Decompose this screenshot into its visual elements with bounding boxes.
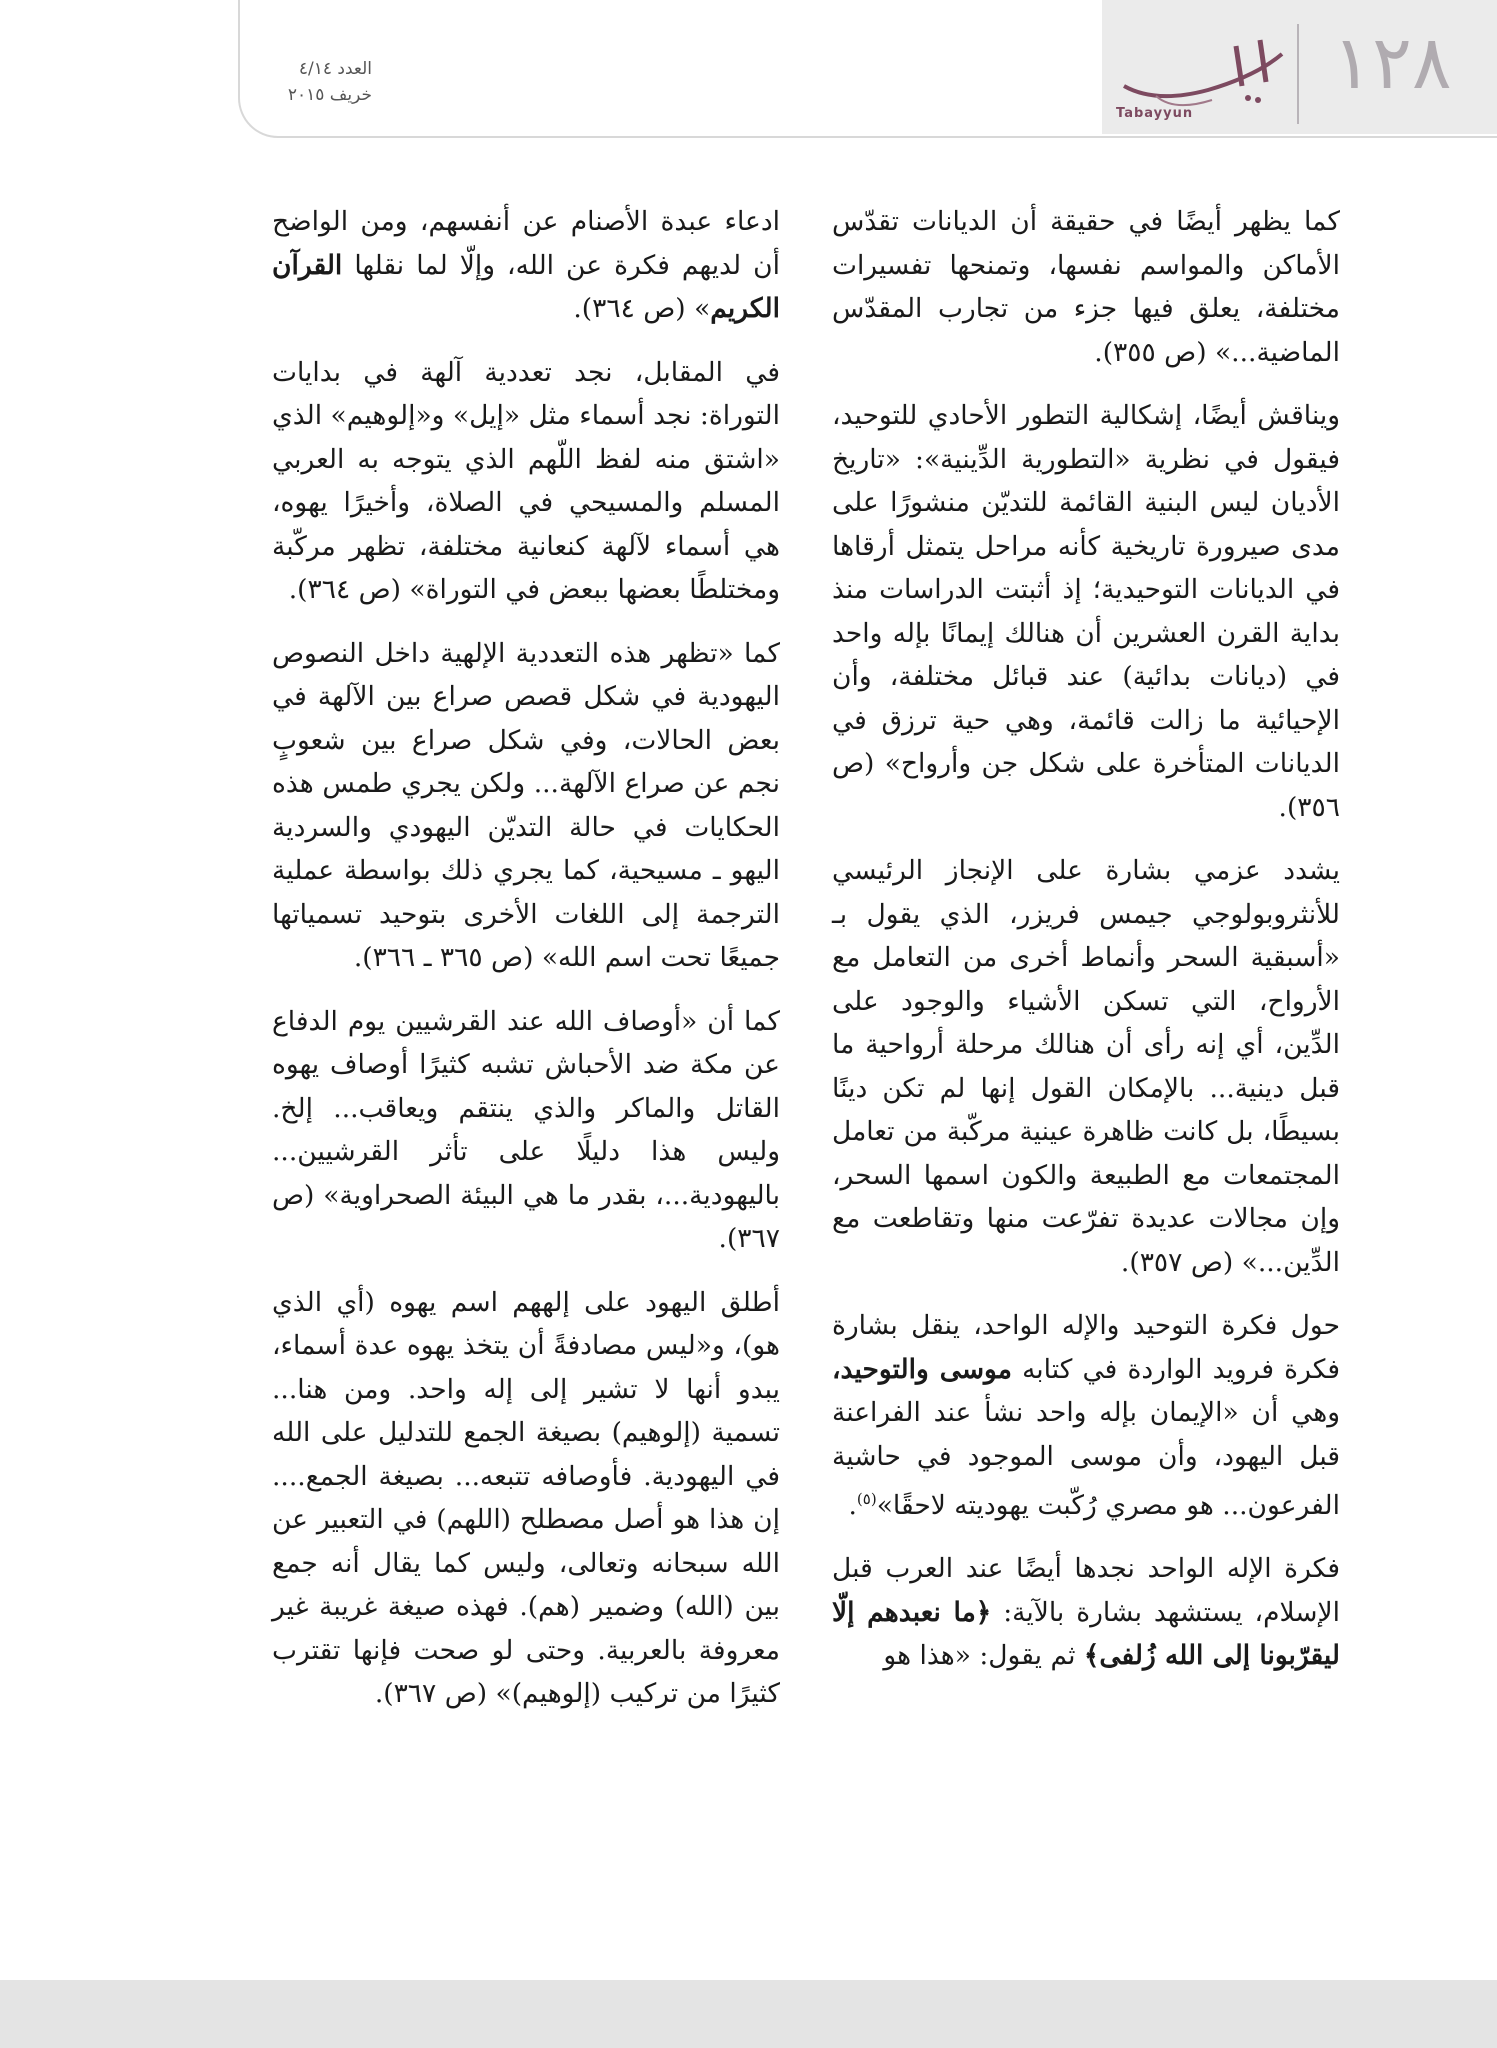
text-column-left	[272, 200, 780, 1728]
paragraph: ادعاء عبدة الأصنام عن أنفسهم، ومن الواضح أن لديهم فكرة عن الله، وإلّا لما نقلها القرآن الكريم» (ص ٣٦٤).	[272, 206, 780, 324]
text-column-right	[832, 200, 1340, 1690]
issue-season: خريف ٢٠١٥	[287, 85, 372, 105]
header-divider	[1297, 24, 1299, 124]
quran-name: القرآن الكريم	[272, 249, 780, 324]
issue-number: العدد ٤/١٤	[298, 59, 372, 79]
paragraph: حول فكرة التوحيد والإله الواحد، ينقل بشارة فكرة فرويد الواردة في كتابه موسى والتوحيد، وهي أن «الإيمان بإله واحد نشأ عند الفراعنة قبل اليهود، وأن موسى الموجود في حاشية الفرعون... هو مصري رُكّبت يهوديته لاحقًا»$^{(٥)}$.	[832, 1310, 1340, 1521]
paragraph: كما أن «أوصاف الله عند القرشيين يوم الدفاع عن مكة ضد الأحباش تشبه كثيرًا أوصاف يهوه القاتل والماكر والذي ينتقم ويعاقب... إلخ. وليس هذا دليلًا على تأثر القرشيين... باليهودية...، بقدر ما هي البيئة الصحراوية» (ص ٣٦٧).	[272, 1005, 780, 1254]
logo-latin-text: Tabayyun	[1116, 106, 1194, 121]
paragraph: يشدد عزمي بشارة على الإنجاز الرئيسي للأنثروبولوجي جيمس فريزر، الذي يقول بـ «أسبقية السحر وأنماط أخرى من التعامل مع الأرواح، التي تسكن الأشياء والوجود على الدِّين، أي إنه رأى أن هنالك مرحلة أرواحية ما قبل دينية... بالإمكان القول إنها لم تكن دينًا بسيطًا، بل كانت ظاهرة عينية مركّبة من تعامل المجتمعات مع الطبيعة والكون اسمها السحر، وإن مجالات عديدة تفرّعت منها وتقاطعت مع الدِّين...» (ص ٣٥٧).	[832, 855, 1340, 1278]
page-footer-band	[0, 1980, 1497, 2048]
paragraph: فكرة الإله الواحد نجدها أيضًا عند العرب قبل الإسلام، يستشهد بشارة بالآية: ﴿ما نعبدهم إلّا ليقرّبونا إلى الله زُلفى﴾ ثم يقول: «هذا هو	[832, 1553, 1340, 1672]
issue-info	[262, 56, 372, 108]
footnote-marker: (٥)	[856, 1490, 877, 1508]
quran-verse: ﴿ما نعبدهم إلّا ليقرّبونا إلى الله زُلفى﴾	[832, 1596, 1340, 1672]
book-title: موسى والتوحيد،	[832, 1353, 1012, 1385]
paragraph: كما «تظهر هذه التعددية الإلهية داخل النصوص اليهودية في شكل قصص صراع بين الآلهة في بعض الحالات، وفي شكل صراع بين شعوبٍ نجم عن صراع الآلهة... ولكن يجري طمس هذه الحكايات في حالة التديّن اليهودي والسردية اليهو ـ مسيحية، كما يجري ذلك بواسطة عملية الترجمة إلى اللغات الأخرى بتوحيد تسمياتها جميعًا تحت اسم الله» (ص ٣٦٥ ـ ٣٦٦).	[272, 637, 780, 973]
paragraph: أطلق اليهود على إلههم اسم يهوه (أي الذي هو)، و«ليس مصادفةً أن يتخذ يهوه عدة أسماء، يبدو أنها لا تشير إلى إله واحد. ومن هنا... تسمية (إلوهيم) بصيغة الجمع للتدليل على الله في اليهودية. فأوصافه تتبعه... بصيغة الجمع.... إن هذا هو أصل مصطلح (اللهم) في التعبير عن الله سبحانه وتعالى، وليس كما يقال أنه جمع بين (الله) وضمير (هم). فهذه صيغة غريبة غير معروفة بالعربية. وحتى لو صحت فإنها تقترب كثيرًا من تركيب (إلوهيم)» (ص ٣٦٧).	[272, 1286, 780, 1709]
paragraph: ويناقش أيضًا، إشكالية التطور الأحادي للتوحيد، فيقول في نظرية «التطورية الدِّينية»: «تاريخ الأديان ليس البنية القائمة للتديّن منشورًا على مدى صيرورة تاريخية كأنه مراحل يتمثل أرقاها في الديانات التوحيدية؛ إذ أثبتت الدراسات منذ بداية القرن العشرين أن هنالك إيمانًا بإله واحد في (ديانات بدائية) عند قبائل مختلفة، وأن الإحيائية ما زالت قائمة، وهي حية ترزق في الديانات المتأخرة على شكل جن وأرواح» (ص ٣٥٦).	[832, 400, 1340, 823]
paragraph: في المقابل، نجد تعددية آلهة في بدايات التوراة: نجد أسماء مثل «إيل» و«إلوهيم» الذي «اشتق منه لفظ اللّهم الذي يتوجه به العربي المسلم والمسيحي في الصلاة، وأخيرًا يهوه، هي أسماء لآلهة كنعانية مختلفة، تظهر مركّبة ومختلطًا بعضها ببعض في التوراة» (ص ٣٦٤).	[272, 356, 780, 605]
paragraph: كما يظهر أيضًا في حقيقة أن الديانات تقدّس الأماكن والمواسم نفسها، وتمنحها تفسيرات مختلفة، يعلق فيها جزء من تجارب المقدّس الماضية...» (ص ٣٥٥).	[832, 206, 1340, 368]
page-number: ١٢٨	[1332, 20, 1452, 106]
